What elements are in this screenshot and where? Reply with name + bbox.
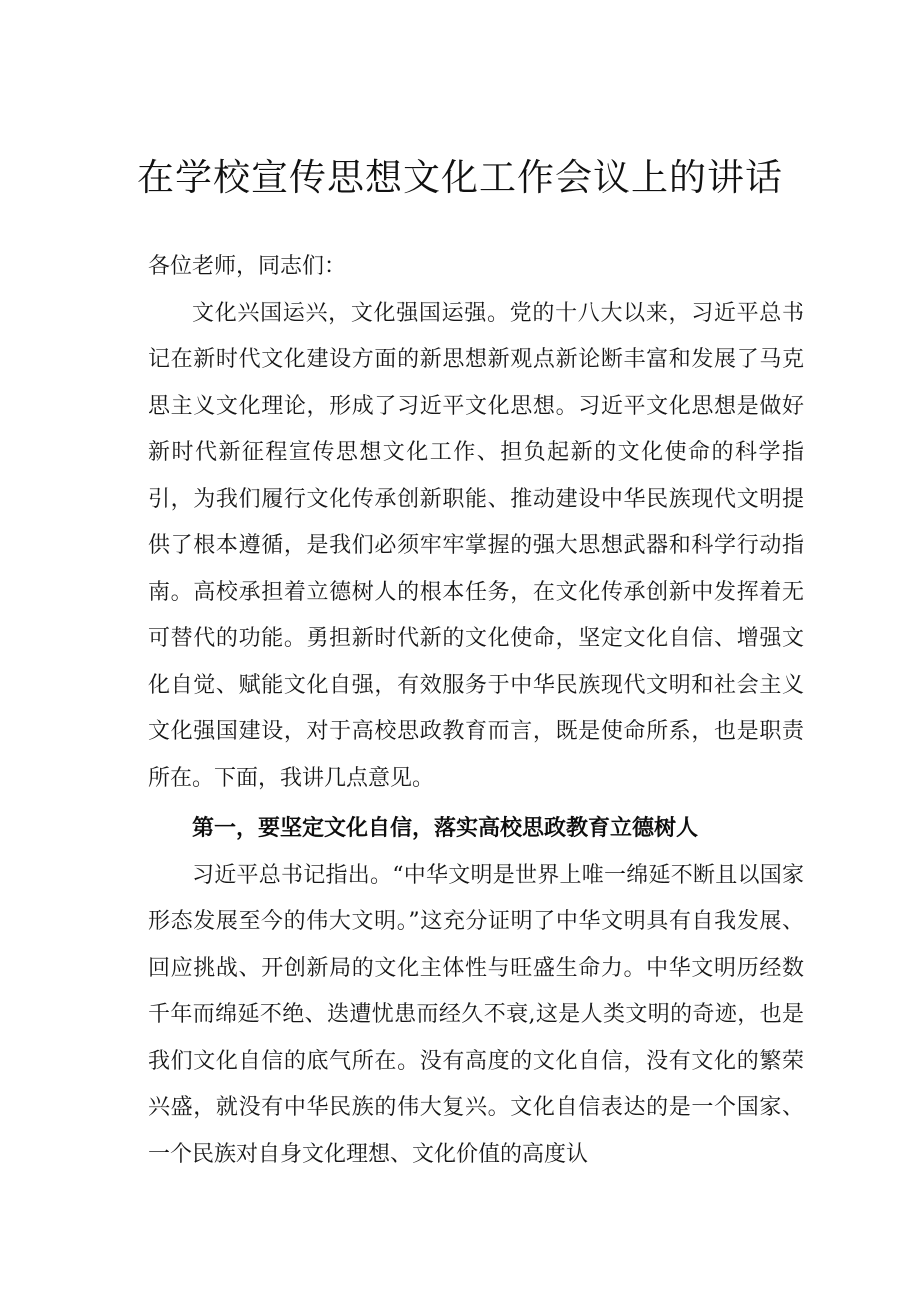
body-paragraph-intro: 文化兴国运兴，文化强国运强。党的十八大以来，习近平总书记在新时代文化建设方面的新思想新观点新论断丰富和发展了马克思主义文化理论，形成了习近平文化思想。习近平文化思想是做好新时代新征程宣传思想文化工作、担负起新的文化使命的科学指引，为我们履行文化传承创新职能、推动建设中华民族现代文明提供了根本遵循，是我们必须牢牢掌握的强大思想武器和科学行动指南。高校承担着立德树人的根本任务，在文化传承创新中发挥着无可替代的功能。勇担新时代新的文化使命，坚定文化自信、增强文化自觉、赋能文化自强，有效服务于中华民族现代文明和社会主义文化强国建设，对于高校思政教育而言，既是使命所系，也是职责所在。下面，我讲几点意见。 [148, 300, 804, 791]
document-title: 在学校宣传思想文化工作会议上的讲话 [137, 156, 783, 199]
document-body [148, 244, 804, 1178]
body-paragraph-section-1: 习近平总书记指出。“中华文明是世界上唯一绵延不断且以国家形态发展至今的伟大文明。”这充分证明了中华文明具有自我发展、回应挑战、开创新局的文化主体性与旺盛生命力。中华文明历经数千年而绵延不绝、迭遭忧患而经久不衰,这是人类文明的奇迹，也是我们文化自信的底气所在。没有高度的文化自信，没有文化的繁荣兴盛，就没有中华民族的伟大复兴。文化自信表达的是一个国家、一个民族对自身文化理想、文化价值的高度认 [148, 862, 804, 1167]
section-heading: 第一，要坚定文化自信，落实高校思政教育立德树人 [192, 816, 699, 841]
salutation: 各位老师，同志们： [148, 254, 347, 279]
